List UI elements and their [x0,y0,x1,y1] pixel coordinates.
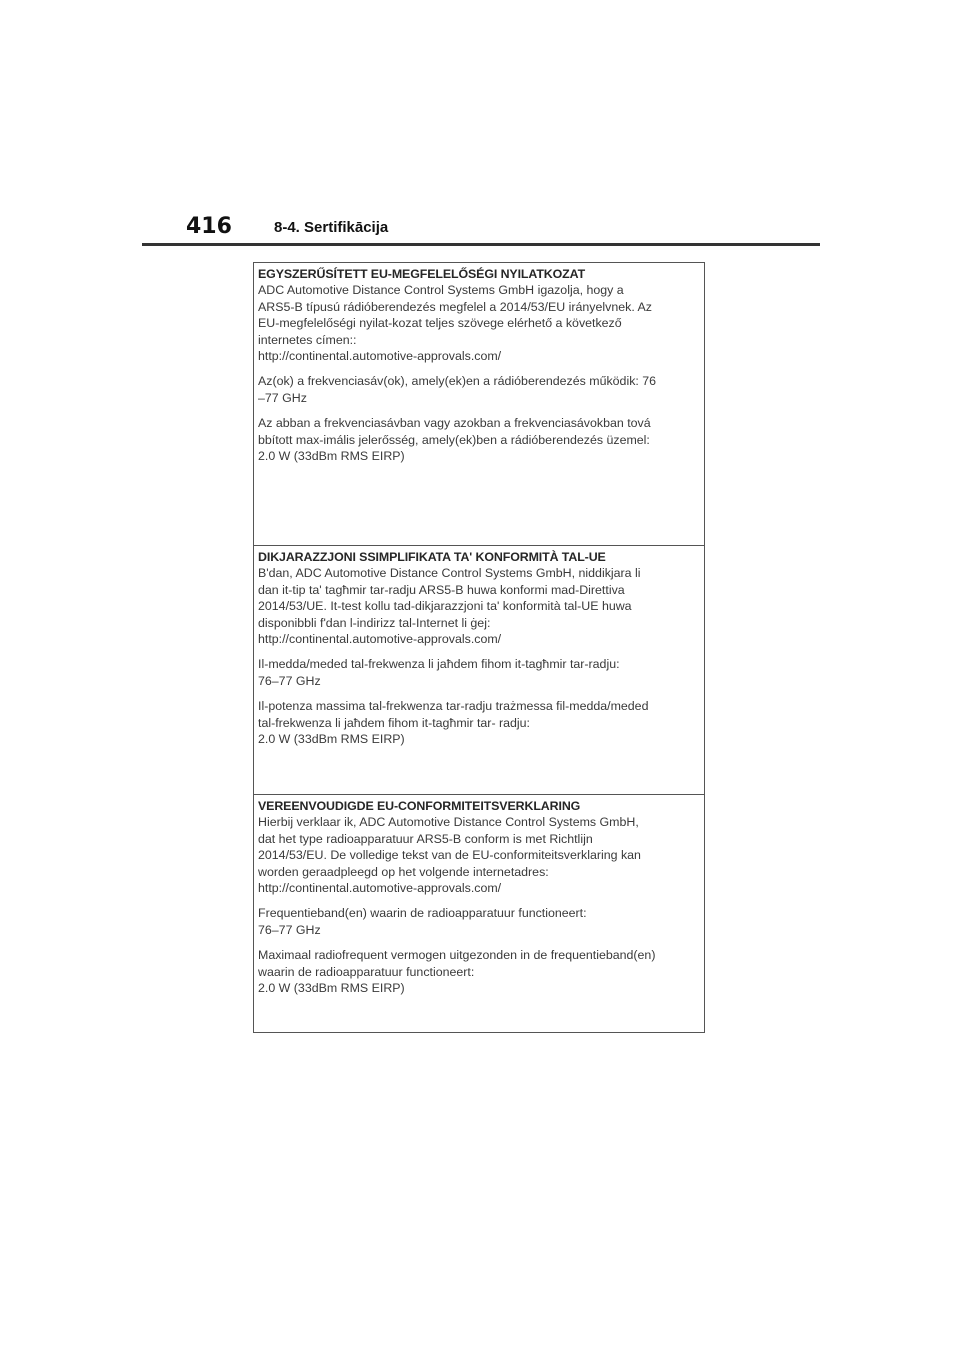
text-line: 2014/53/UE. It-test kollu tad-dikjarazzjoni ta' konformità tal-UE huwa [258,599,632,614]
text-line: ADC Automotive Distance Control Systems GmbH igazolja, hogy a [258,283,624,298]
text-line: Az abban a frekvenciasávban vagy azokban a frekvenciasávokban tová [258,416,651,431]
max-power [258,415,700,464]
text-line: 2.0 W (33dBm RMS EIRP) [258,981,405,996]
url-text: http://continental.automotive-approvals.com/ [258,632,502,647]
frequency-band [258,373,700,406]
declaration-statement [258,814,700,896]
url-text: http://continental.automotive-approvals.com/ [258,349,502,364]
text-line: worden geraadpleegd op het volgende internetadres: [258,864,549,879]
text-line: 76–77 GHz [258,922,321,937]
text-line: ARS5-B típusú rádióberendezés megfelel a 2014/53/EU irányelvnek. Az [258,299,652,314]
text-line: 76–77 GHz [258,673,321,688]
text-line: waarin de radioapparatuur functioneert: [258,964,475,979]
url-text: http://continental.automotive-approvals.com/ [258,881,502,896]
max-power [258,947,700,996]
declaration-title: EGYSZERŰSÍTETT EU-MEGFELELŐSÉGI NYILATKOZAT [258,267,586,281]
declaration-statement [258,282,700,364]
text-line: –77 GHz [258,390,307,405]
text-line: Az(ok) a frekvenciasáv(ok), amely(ek)en a rádióberendezés működik: 76 [258,374,657,389]
declaration-maltese [254,546,704,795]
text-line: 2.0 W (33dBm RMS EIRP) [258,449,405,464]
declaration-title: DIKJARAZZJONI SSIMPLIFIKATA TA' KONFORMITÀ TAL-UE [258,550,606,564]
frequency-band [258,656,700,689]
text-line: Maximaal radiofrequent vermogen uitgezonden in de frequentieband(en) [258,948,656,963]
declaration-hungarian [254,263,704,546]
text-line: internetes címen:: [258,332,357,347]
declaration-dutch [254,795,704,1034]
text-line: 2.0 W (33dBm RMS EIRP) [258,732,405,747]
text-line: bbított max-imális jelerősség, amely(ek)ben a rádióberendezés üzemel: [258,432,650,447]
text-line: dan it-tip ta' tagħmir tar-radju ARS5-B huwa konformi mad-Direttiva [258,582,625,597]
text-line: Frequentieband(en) waarin de radioapparatuur functioneert: [258,906,587,921]
text-line: B'dan, ADC Automotive Distance Control Systems GmbH, niddikjara li [258,566,641,581]
text-line: Il-medda/meded tal-frekwenza li jaħdem fihom it-tagħmir tar-radju: [258,657,620,672]
section-title: 8-4. Sertifikācija [274,219,389,236]
text-line: Hierbij verklaar ik, ADC Automotive Distance Control Systems GmbH, [258,815,639,830]
text-line: tal-frekwenza li jaħdem fihom it-tagħmir tar- radju: [258,715,531,730]
max-power [258,698,700,747]
text-line: 2014/53/EU. De volledige tekst van de EU-conformiteitsverklaring kan [258,848,641,863]
text-line: Il-potenza massima tal-frekwenza tar-radju trażmessa fil-medda/meded [258,699,649,714]
declaration-frame [253,262,705,1033]
text-line: EU-megfelelőségi nyilat-kozat teljes szövege elérhető a következő [258,316,622,331]
page-number: 416 [186,214,232,239]
declaration-title: VEREENVOUDIGDE EU-CONFORMITEITSVERKLARING [258,799,581,813]
declaration-statement [258,565,700,647]
page-header [142,212,820,246]
text-line: dat het type radioapparatuur ARS5-B conform is met Richtlijn [258,831,593,846]
text-line: disponibbli f'dan l-indirizz tal-Internet li ġej: [258,615,491,630]
frequency-band [258,905,700,938]
